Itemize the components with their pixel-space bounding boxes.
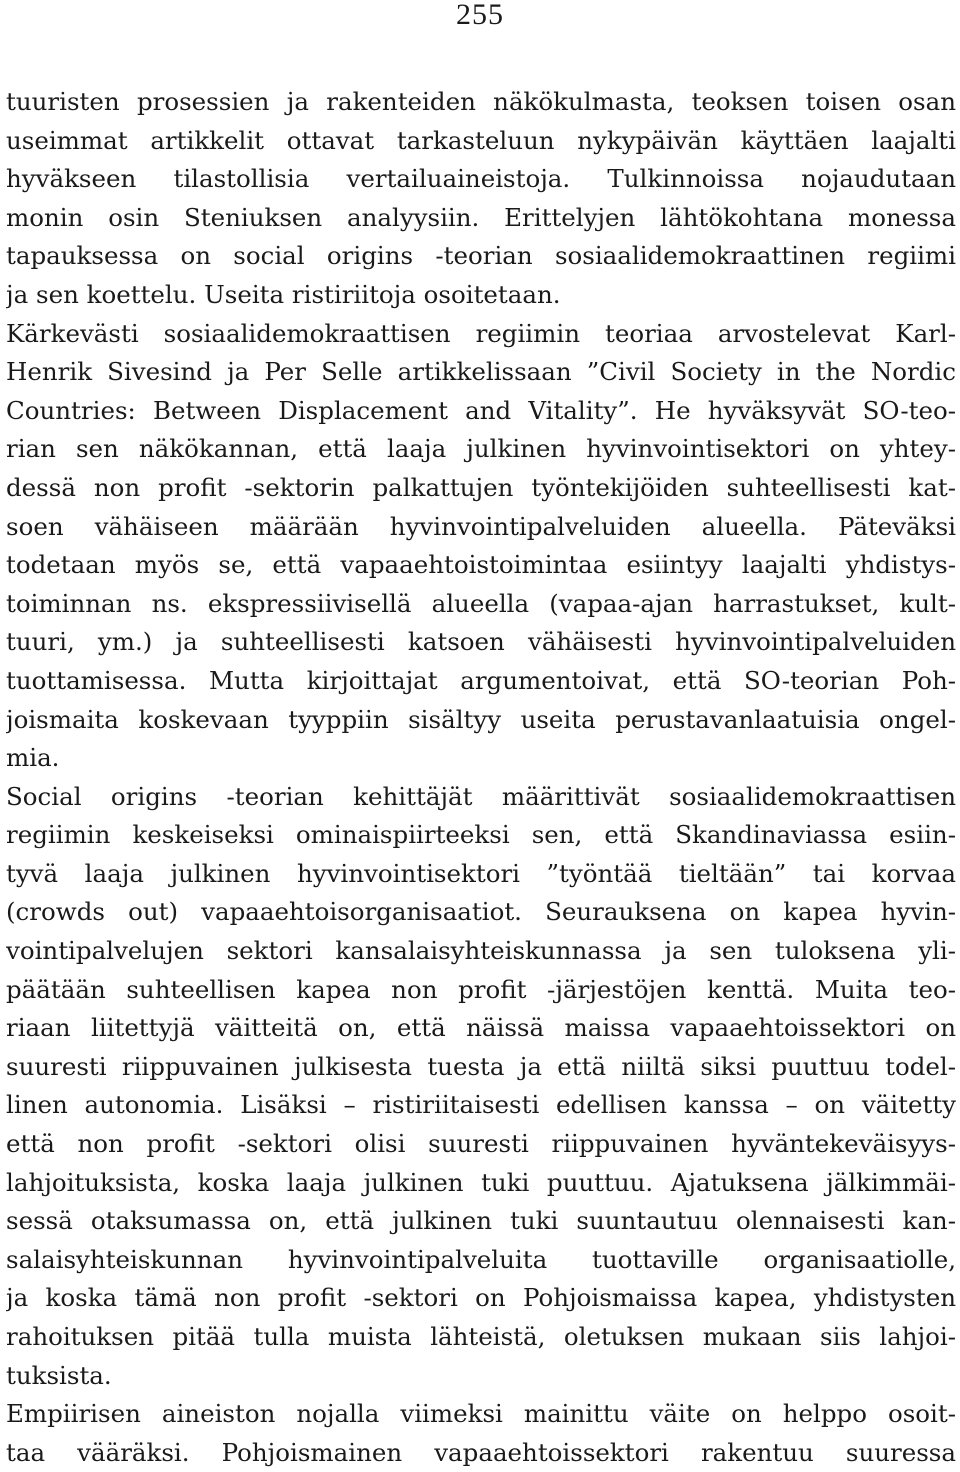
- text-line: päätään suhteellisen kapea non profit -järjestöjen kenttä. Muita teo-: [6, 974, 956, 1004]
- text-line: Countries: Between Displacement and Vitality”. He hyväksyvät SO-teo-: [6, 395, 956, 425]
- text-line: Kärkevästi sosiaalidemokraattisen regiimin teoriaa arvostelevat Karl-: [6, 318, 956, 348]
- text-line: ja sen koettelu. Useita ristiriitoja osoitetaan.: [6, 279, 561, 309]
- text-line: sessä otaksumassa on, että julkinen tuki suuntautuu olennaisesti kan-: [6, 1206, 956, 1236]
- text-line: vointipalvelujen sektori kansalaisyhteiskunnassa ja sen tuloksena yli-: [6, 936, 956, 966]
- paragraph: [6, 778, 956, 1396]
- text-line: dessä non profit -sektorin palkattujen työntekijöiden suhteellisesti kat-: [6, 472, 956, 502]
- text-line: että non profit -sektori olisi suuresti riippuvainen hyväntekeväisyys-: [6, 1129, 956, 1159]
- text-line: monin osin Steniuksen analyysiin. Erittelyjen lähtökohtana monessa: [6, 202, 956, 232]
- text-line: taa vääräksi. Pohjoismainen vapaaehtoissektori rakentuu suuressa: [6, 1437, 956, 1467]
- text-line: lahjoituksista, koska laaja julkinen tuki puuttuu. Ajatuksena jälkimmäi-: [6, 1167, 956, 1197]
- text-line: mia.: [6, 743, 60, 773]
- text-line: linen autonomia. Lisäksi – ristiriitaisesti edellisen kanssa – on väitetty: [6, 1090, 956, 1120]
- paragraph: [6, 83, 956, 778]
- text-line: regiimin keskeiseksi ominaispiirteeksi sen, että Skandinaviassa esiin-: [6, 820, 956, 850]
- text-line: useimmat artikkelit ottavat tarkasteluun nykypäivän käyttäen laajalti: [6, 125, 956, 155]
- text-line: rahoituksen pitää tulla muista lähteistä, oletuksen mukaan siis lahjoi-: [6, 1322, 956, 1351]
- paragraph: [6, 1395, 956, 1472]
- text-line: riaan liitettyjä väitteitä on, että näissä maissa vapaaehtoissektori on: [6, 1013, 956, 1043]
- text-line: tuksista.: [6, 1360, 112, 1390]
- text-line: Social origins -teorian kehittäjät määrittivät sosiaalidemokraattisen: [6, 781, 956, 811]
- text-line: todetaan myös se, että vapaaehtoistoimintaa esiintyy laajalti yhdistys-: [6, 550, 956, 580]
- text-line: Empiirisen aineiston nojalla viimeksi mainittu väite on helppo osoit-: [6, 1399, 956, 1429]
- text-line: hyväkseen tilastollisia vertailuaineistoja. Tulkinnoissa nojaudutaan: [6, 164, 956, 194]
- text-line: salaisyhteiskunnan hyvinvointipalveluita tuottaville organisaatiolle,: [6, 1244, 956, 1274]
- text-line: suuresti riippuvainen julkisesta tuesta ja että niiltä siksi puuttuu todel-: [6, 1051, 956, 1081]
- page-number: 255: [456, 0, 504, 31]
- text-line: toiminnan ns. ekspressiivisellä alueella (vapaa-ajan harrastukset, kult-: [6, 588, 956, 618]
- text-line: rian sen näkökannan, että laaja julkinen hyvinvointisektori on yhtey-: [6, 434, 956, 464]
- text-line: tuuristen prosessien ja rakenteiden näkökulmasta, teoksen toisen osan: [6, 87, 956, 116]
- text-line: soen vähäiseen määrään hyvinvointipalveluiden alueella. Päteväksi: [6, 511, 956, 541]
- text-line: ja koska tämä non profit -sektori on Pohjoismaissa kapea, yhdistysten: [6, 1283, 956, 1313]
- text-line: (crowds out) vapaaehtoisorganisaatiot. Seurauksena on kapea hyvin-: [6, 897, 956, 927]
- text-line: tuuri, ym.) ja suhteellisesti katsoen vähäisesti hyvinvointipalveluiden: [6, 627, 956, 657]
- text-line: tuottamisessa. Mutta kirjoittajat argumentoivat, että SO-teorian Poh-: [6, 665, 956, 695]
- body-text: [6, 83, 956, 1472]
- text-line: tyvä laaja julkinen hyvinvointisektori ”työntää tieltään” tai korvaa: [6, 858, 956, 888]
- text-line: tapauksessa on social origins -teorian sosiaalidemokraattinen regiimi: [6, 241, 956, 271]
- text-line: Henrik Sivesind ja Per Selle artikkelissaan ”Civil Society in the Nordic: [6, 357, 956, 387]
- text-line: joismaita koskevaan tyyppiin sisältyy useita perustavanlaatuisia ongel-: [6, 704, 956, 734]
